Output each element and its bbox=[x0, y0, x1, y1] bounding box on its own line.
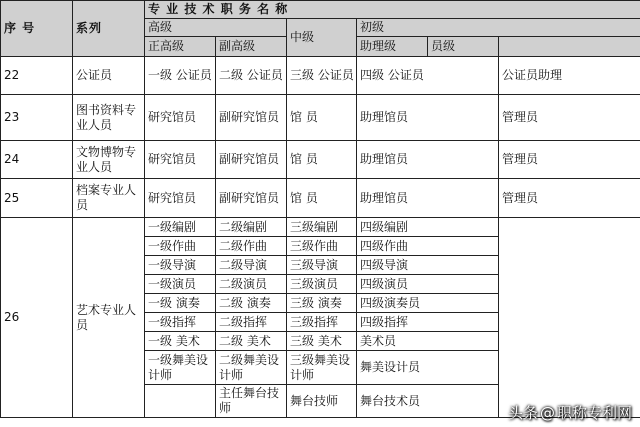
intermediate-cell: 三级 演奏 bbox=[287, 294, 357, 313]
junior-cell: 四级编剧 bbox=[357, 218, 499, 237]
junior-cell: 四级演员 bbox=[357, 275, 499, 294]
staff-cell: 管理员 bbox=[499, 141, 640, 179]
intermediate-cell: 三级 美术 bbox=[287, 332, 357, 351]
series-cell: 图书资料专业人员 bbox=[73, 95, 145, 141]
full-senior-cell: 一级演员 bbox=[145, 275, 216, 294]
full-senior-cell: 研究馆员 bbox=[145, 95, 216, 141]
intermediate-cell: 三级舞美设计师 bbox=[287, 351, 357, 385]
header-seq: 序 号 bbox=[1, 1, 73, 57]
table-row bbox=[1, 95, 640, 141]
full-senior-cell: 研究馆员 bbox=[145, 141, 216, 179]
assistant-cell: 助理馆员 bbox=[357, 95, 499, 141]
intermediate-cell: 三级编剧 bbox=[287, 218, 357, 237]
full-senior-cell: 一级 公证员 bbox=[145, 57, 216, 95]
full-senior-cell: 一级作曲 bbox=[145, 237, 216, 256]
junior-cell: 四级演奏员 bbox=[357, 294, 499, 313]
series-cell: 档案专业人员 bbox=[73, 179, 145, 218]
row-number: 23 bbox=[1, 95, 73, 141]
header-assistant: 助理级 bbox=[357, 37, 428, 57]
deputy-senior-cell: 二级 公证员 bbox=[216, 57, 287, 95]
series-cell: 艺术专业人员 bbox=[73, 218, 145, 418]
intermediate-cell: 三级作曲 bbox=[287, 237, 357, 256]
deputy-senior-cell: 副研究馆员 bbox=[216, 141, 287, 179]
row-number: 22 bbox=[1, 57, 73, 95]
row-number: 24 bbox=[1, 141, 73, 179]
intermediate-cell: 三级 公证员 bbox=[287, 57, 357, 95]
deputy-senior-cell: 主任舞台技师 bbox=[216, 385, 287, 418]
deputy-senior-cell: 二级导演 bbox=[216, 256, 287, 275]
full-senior-cell: 一级编剧 bbox=[145, 218, 216, 237]
deputy-senior-cell: 二级编剧 bbox=[216, 218, 287, 237]
assistant-cell: 助理馆员 bbox=[357, 141, 499, 179]
row-number: 25 bbox=[1, 179, 73, 218]
full-senior-cell: 一级 美术 bbox=[145, 332, 216, 351]
series-cell: 公证员 bbox=[73, 57, 145, 95]
table-row bbox=[1, 141, 640, 179]
watermark-brand: 头条 bbox=[507, 404, 538, 422]
full-senior-cell: 一级 演奏 bbox=[145, 294, 216, 313]
junior-cell: 四级指挥 bbox=[357, 313, 499, 332]
header-title-group: 专 业 技 术 职 务 名 称 bbox=[145, 1, 640, 19]
header-intermediate: 中级 bbox=[287, 19, 357, 57]
header-staff: 员级 bbox=[428, 37, 499, 57]
intermediate-cell: 馆 员 bbox=[287, 95, 357, 141]
table-row bbox=[1, 57, 640, 95]
junior-cell: 舞美设计员 bbox=[357, 351, 499, 385]
junior-cell: 四级作曲 bbox=[357, 237, 499, 256]
intermediate-cell: 馆 员 bbox=[287, 179, 357, 218]
watermark-account: 职称专利网 bbox=[556, 404, 632, 422]
series-cell: 文物博物专业人员 bbox=[73, 141, 145, 179]
header-deputy-senior: 副高级 bbox=[216, 37, 287, 57]
staff-cell-empty bbox=[499, 218, 640, 418]
deputy-senior-cell: 二级作曲 bbox=[216, 237, 287, 256]
deputy-senior-cell: 二级演员 bbox=[216, 275, 287, 294]
staff-cell: 公证员助理 bbox=[499, 57, 640, 95]
deputy-senior-cell: 二级 演奏 bbox=[216, 294, 287, 313]
full-senior-cell: 研究馆员 bbox=[145, 179, 216, 218]
full-senior-cell bbox=[145, 385, 216, 418]
junior-cell: 四级导演 bbox=[357, 256, 499, 275]
intermediate-cell: 三级指挥 bbox=[287, 313, 357, 332]
intermediate-cell: 三级演员 bbox=[287, 275, 357, 294]
deputy-senior-cell: 二级指挥 bbox=[216, 313, 287, 332]
row-number: 26 bbox=[1, 218, 73, 418]
assistant-cell: 四级 公证员 bbox=[357, 57, 499, 95]
full-senior-cell: 一级导演 bbox=[145, 256, 216, 275]
watermark-at: @ bbox=[539, 404, 555, 422]
watermark bbox=[508, 402, 632, 423]
intermediate-cell: 馆 员 bbox=[287, 141, 357, 179]
staff-cell: 管理员 bbox=[499, 179, 640, 218]
header-blank bbox=[499, 37, 640, 57]
full-senior-cell: 一级舞美设计师 bbox=[145, 351, 216, 385]
assistant-cell: 助理馆员 bbox=[357, 179, 499, 218]
intermediate-cell: 三级导演 bbox=[287, 256, 357, 275]
table-row bbox=[1, 218, 640, 237]
full-senior-cell: 一级指挥 bbox=[145, 313, 216, 332]
header-senior: 高级 bbox=[145, 19, 287, 37]
table-row bbox=[1, 179, 640, 218]
header-full-senior: 正高级 bbox=[145, 37, 216, 57]
header-junior: 初级 bbox=[357, 19, 640, 37]
deputy-senior-cell: 副研究馆员 bbox=[216, 179, 287, 218]
junior-cell: 舞台技术员 bbox=[357, 385, 499, 418]
deputy-senior-cell: 二级 美术 bbox=[216, 332, 287, 351]
junior-cell: 美术员 bbox=[357, 332, 499, 351]
header-series: 系列 bbox=[73, 1, 145, 57]
intermediate-cell: 舞台技师 bbox=[287, 385, 357, 418]
deputy-senior-cell: 二级舞美设计师 bbox=[216, 351, 287, 385]
staff-cell: 管理员 bbox=[499, 95, 640, 141]
deputy-senior-cell: 副研究馆员 bbox=[216, 95, 287, 141]
